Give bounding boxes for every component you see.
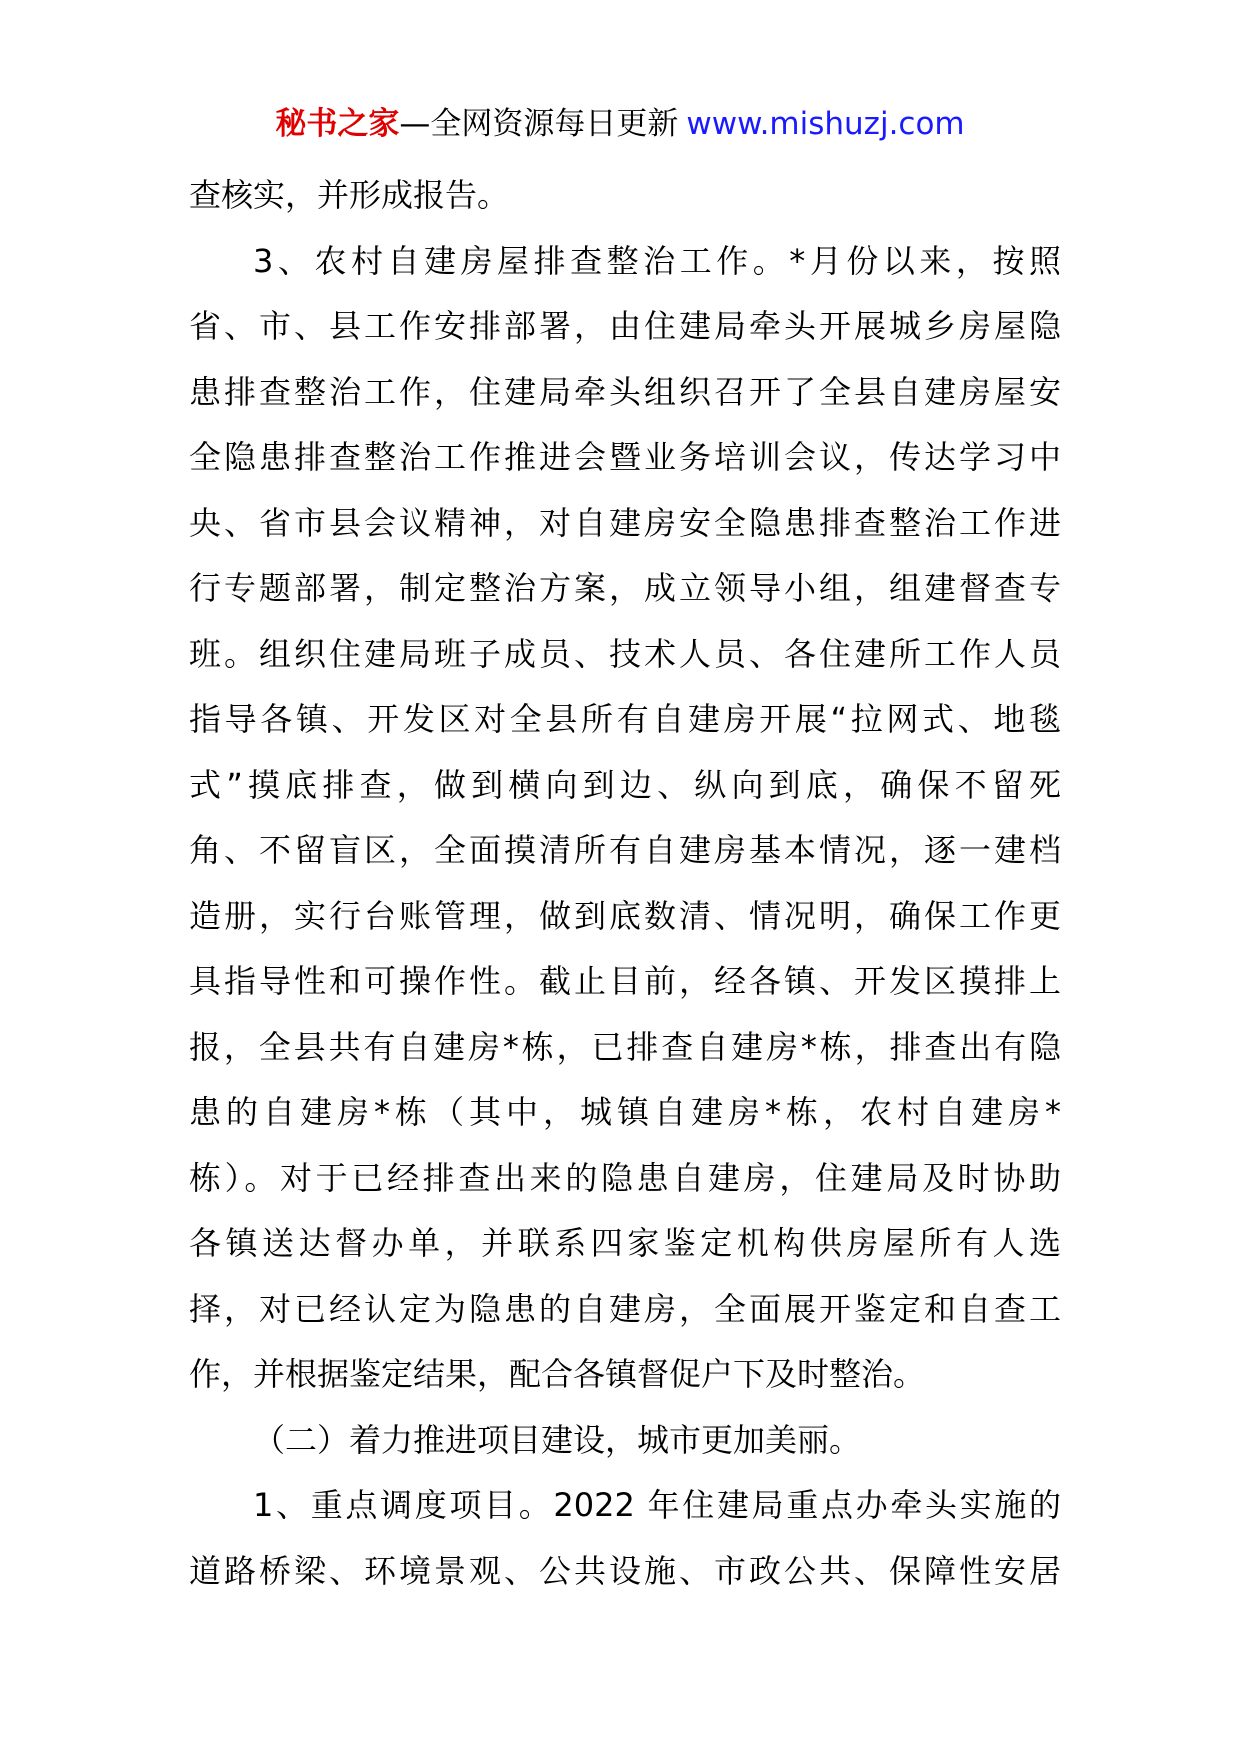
text-line: 造册，实行台账管理，做到底数清、情况明，确保工作更: [189, 896, 1061, 935]
text-line: （二）着力推进项目建设，城市更加美丽。: [253, 1420, 862, 1459]
text-line: 角、不留盲区，全面摸清所有自建房基本情况，逐一建档: [189, 831, 1061, 869]
text-line: 患排查整治工作，住建局牵头组织召开了全县自建房屋安: [189, 372, 1061, 411]
paragraph-key-projects: [189, 1473, 1061, 1604]
text-line: 指导各镇、开发区对全县所有自建房开展“拉网式、地毯: [189, 700, 1061, 738]
text-line: 行专题部署，制定整治方案，成立领导小组，组建督查专: [189, 569, 1061, 607]
site-url-link[interactable]: www.mishuzj.com: [686, 106, 965, 142]
text-line: 具指导性和可操作性。截止目前，经各镇、开发区摸排上: [189, 962, 1061, 1000]
text-line: 省、市、县工作安排部署，由住建局牵头开展城乡房屋隐: [189, 307, 1061, 345]
page-header: [0, 102, 1240, 146]
text-line: 央、省市县会议精神，对自建房安全隐患排查整治工作进: [189, 503, 1061, 542]
text-line: 作，并根据鉴定结果，配合各镇督促户下及时整治。: [189, 1355, 926, 1393]
paragraph-rural-housing: [189, 229, 1061, 1408]
text-line: 各镇送达督办单，并联系四家鉴定机构供房屋所有人选: [189, 1224, 1061, 1262]
text-line: 栋）。对于已经排查出来的隐患自建房，住建局及时协助: [189, 1158, 1061, 1197]
text-line: 班。组织住建局班子成员、技术人员、各住建所工作人员: [189, 634, 1061, 673]
text-line: 报，全县共有自建房*栋，已排查自建房*栋，排查出有隐: [189, 1027, 1061, 1066]
header-tagline: —全网资源每日更新: [399, 106, 679, 142]
text-line: 3、农村自建房屋排查整治工作。*月份以来，按照: [253, 241, 1061, 280]
text-line: 查核实，并形成报告。: [189, 176, 510, 214]
text-line: 患的自建房*栋（其中，城镇自建房*栋，农村自建房*: [189, 1093, 1061, 1131]
text-line: 式”摸底排查，做到横向到边、纵向到底，确保不留死: [189, 765, 1061, 804]
text-line: 全隐患排查整治工作推进会暨业务培训会议，传达学习中: [189, 438, 1061, 476]
text-line: 道路桥梁、环境景观、公共设施、市政公共、保障性安居: [189, 1551, 1061, 1590]
section-heading: [189, 1408, 1061, 1474]
text-line: 择，对已经认定为隐患的自建房，全面展开鉴定和自查工: [189, 1289, 1061, 1328]
brand-name: 秘书之家: [275, 106, 400, 142]
text-line: 1、重点调度项目。2022 年住建局重点办牵头实施的: [253, 1486, 1061, 1524]
paragraph-continuation: [189, 163, 1061, 229]
document-body: [189, 163, 1061, 1604]
